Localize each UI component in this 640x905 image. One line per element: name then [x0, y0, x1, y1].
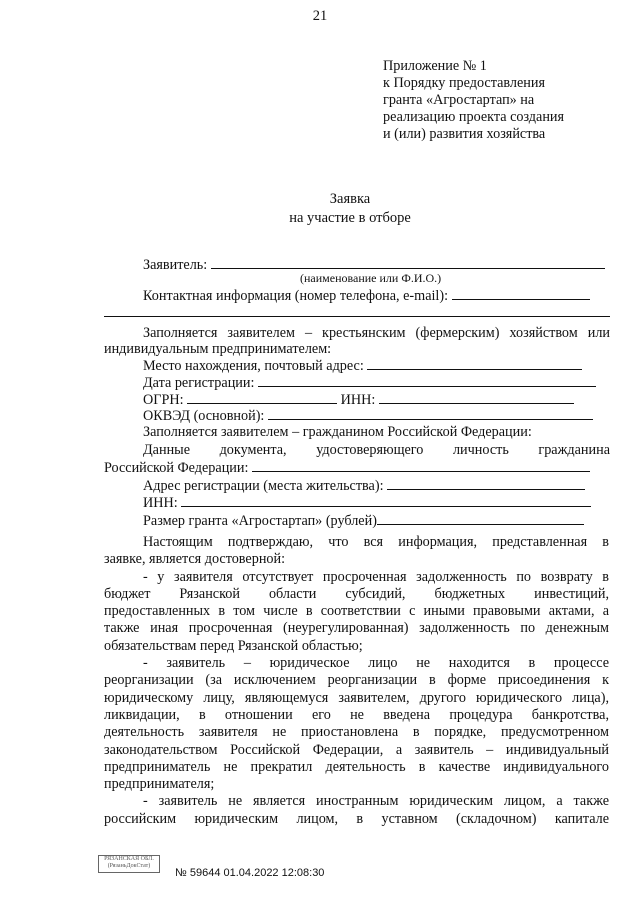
reg-date-label: Дата регистрации: — [143, 375, 255, 391]
inn-field[interactable] — [379, 390, 574, 404]
farm-intro-line2: индивидуальным предпринимателем: — [104, 341, 332, 357]
inn2-row — [143, 493, 591, 512]
contact-field-continuation[interactable] — [104, 316, 610, 317]
ogrn-field[interactable] — [187, 390, 337, 404]
body-line: Настоящим подтверждаю, что вся информация, представленная в — [143, 534, 609, 550]
doc-word: удостоверяющего — [316, 442, 424, 458]
body-line: реорганизации (за исключением реорганизации в форме присоединения к — [104, 672, 609, 689]
body-line: обязательствам перед Рязанской областью; — [104, 637, 363, 654]
applicant-caption: (наименование или Ф.И.О.) — [300, 271, 442, 285]
title-line: Заявка — [329, 191, 371, 207]
doc-line2-label: Российской Федерации: — [104, 460, 249, 476]
contact-label: Контактная информация (номер телефона, e-mail): — [143, 288, 449, 304]
body-line: - заявитель не является иностранным юридическим лицом, а также — [143, 793, 609, 810]
appendix-line: гранта «Агростартап» на — [383, 92, 535, 108]
farm-intro-line1: Заполняется заявителем – крестьянским (фермерским) хозяйством или — [143, 325, 610, 341]
title-subline: на участие в отборе — [289, 210, 411, 226]
grant-row — [143, 511, 584, 530]
location-label: Место нахождения, почтовый адрес: — [143, 358, 364, 374]
body-line: также иная просроченная (неурегулированная) задолженность по денежным — [104, 620, 609, 637]
declaration-body — [104, 534, 609, 828]
body-line: предоставленных в том числе в соответствии с иными правовыми актами, а — [104, 603, 609, 620]
body-line: законодательством Российской Федерации, а заявитель – индивидуальный — [104, 741, 609, 758]
body-line: заявке, является достоверной: — [104, 551, 286, 568]
body-line: деятельность заявителя не приостановлена в порядке, предусмотренном — [104, 724, 609, 741]
contact-field[interactable] — [452, 286, 590, 300]
applicant-field[interactable] — [211, 255, 605, 269]
grant-label: Размер гранта «Агростартап» (рублей) — [143, 513, 377, 529]
applicant-label: Заявитель: — [143, 257, 208, 273]
body-line: юридическому лицу, являющемуся заявителем, другого юридического лица), — [104, 689, 609, 706]
citizen-intro: Заполняется заявителем – гражданином Российской Федерации: — [143, 424, 532, 440]
appendix-line: и (или) развития хозяйства — [383, 126, 546, 142]
reg-date-field[interactable] — [258, 373, 596, 387]
inn-label: ИНН: — [340, 392, 376, 408]
body-line: - заявитель – юридическое лицо не находится в процессе — [143, 655, 609, 672]
body-line: ликвидации, в отношении его не введена процедура банкротства, — [104, 706, 609, 723]
doc-word: гражданина — [538, 442, 610, 458]
appendix-line: Приложение № 1 — [383, 58, 487, 74]
body-line: - у заявителя отсутствует просроченная задолженность по возврату в — [143, 568, 609, 585]
body-line: российским юридическим лицом, в уставном (складочном) капитале — [104, 810, 609, 827]
doc-word: личность — [452, 442, 509, 458]
document-title — [0, 190, 640, 228]
doc-word: документа, — [219, 442, 287, 458]
location-field[interactable] — [367, 356, 582, 370]
contact-row — [143, 286, 590, 305]
appendix-line: к Порядку предоставления — [383, 75, 545, 91]
appendix-block — [383, 58, 564, 143]
ogrn-label: ОГРН: — [143, 392, 184, 408]
page-number: 21 — [312, 8, 328, 24]
doc-data-field[interactable] — [252, 458, 590, 472]
appendix-line: реализацию проекта создания — [383, 109, 565, 125]
body-line: предпринимателя; — [104, 776, 215, 793]
okved-label: ОКВЭД (основной): — [143, 408, 265, 424]
stamp-logo: РЯЗАНСКАЯ ОБЛ. (РязаньДокСтат) — [98, 855, 160, 873]
address-field[interactable] — [387, 476, 585, 490]
doc-data-row2 — [104, 458, 590, 477]
address-label: Адрес регистрации (места жительства): — [143, 478, 384, 494]
body-line: бюджет Рязанской области субсидий, бюджетных инвестиций, — [104, 585, 609, 602]
body-line: предприниматель не прекратил деятельность в качестве индивидуального — [104, 758, 609, 775]
okved-field[interactable] — [268, 406, 593, 420]
inn2-label: ИНН: — [143, 495, 178, 511]
grant-field[interactable] — [377, 511, 584, 525]
doc-word: Данные — [143, 442, 190, 458]
inn2-field[interactable] — [181, 493, 591, 507]
document-number: № 59644 01.04.2022 12:08:30 — [175, 867, 325, 879]
